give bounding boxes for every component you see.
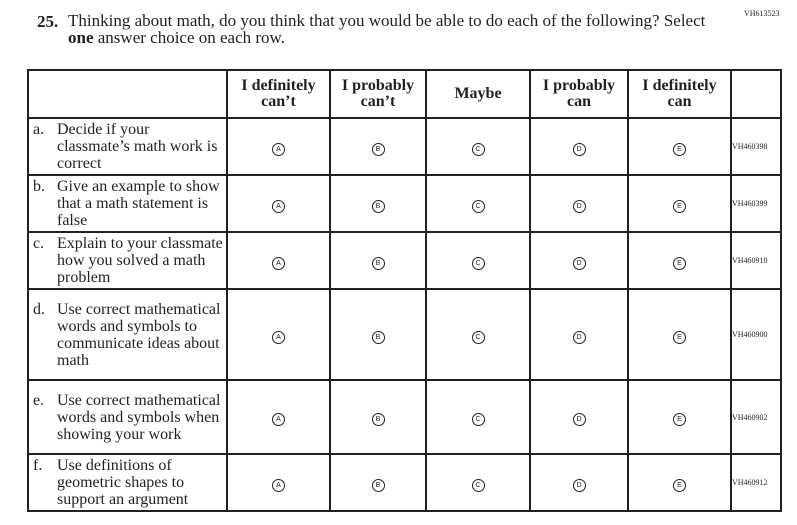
column-header-line: Maybe (454, 85, 502, 102)
option-cell[interactable] (628, 454, 731, 511)
column-header-line: can’t (360, 93, 396, 110)
statement-cell (28, 232, 227, 289)
option-cell[interactable] (330, 289, 426, 380)
column-header-line: I probably (341, 77, 415, 94)
column-header-line: can’t (261, 93, 296, 110)
answer-bubble[interactable]: B (372, 143, 385, 156)
table-row (28, 232, 781, 289)
answer-bubble[interactable]: D (573, 200, 586, 213)
answer-bubble[interactable]: B (372, 479, 385, 492)
statement (29, 392, 226, 443)
row-code: VH460398 (731, 118, 781, 175)
answer-bubble[interactable]: A (272, 143, 285, 156)
option-cell[interactable] (628, 380, 731, 454)
row-code: VH460902 (731, 380, 781, 454)
option-cell[interactable] (426, 289, 530, 380)
option-cell[interactable] (227, 380, 330, 454)
answer-bubble[interactable]: B (372, 200, 385, 213)
grid-body (28, 118, 781, 511)
option-cell[interactable] (426, 175, 530, 232)
option-cell[interactable] (426, 454, 530, 511)
answer-bubble[interactable]: E (673, 257, 686, 270)
statement-letter: b. (33, 178, 45, 195)
row-code: VH460399 (731, 175, 781, 232)
option-cell[interactable] (628, 118, 731, 175)
item-code: VH613523 (744, 9, 780, 18)
statement-text: Use definitions of geometric shapes to support an argument (57, 457, 189, 508)
option-cell[interactable] (530, 454, 628, 511)
question-number: 25. (37, 12, 59, 31)
answer-bubble[interactable]: B (372, 331, 385, 344)
answer-bubble[interactable]: A (272, 479, 285, 492)
answer-bubble[interactable]: D (573, 331, 586, 344)
answer-bubble[interactable]: A (272, 257, 285, 270)
statement-letter: d. (33, 300, 45, 318)
row-code: VH460900 (731, 289, 781, 380)
option-cell[interactable] (628, 289, 731, 380)
statement-letter: c. (33, 235, 45, 252)
option-cell[interactable] (530, 289, 628, 380)
option-cell[interactable] (227, 454, 330, 511)
option-cell[interactable] (330, 232, 426, 289)
row-code: VH460912 (731, 454, 781, 511)
statement (29, 235, 226, 286)
statement-text: Decide if your classmate’s math work is correct (57, 121, 218, 172)
question-text-part: Thinking about math, do you think that you would be able to do each of the following? Select (68, 11, 706, 30)
row-code: VH460910 (731, 232, 781, 289)
option-cell[interactable] (227, 175, 330, 232)
table-row (28, 454, 781, 511)
statement-text: Give an example to show that a math statement is false (57, 178, 220, 229)
statement-text: Explain to your classmate how you solved a math problem (57, 235, 223, 286)
statement-header (28, 70, 227, 118)
answer-bubble[interactable]: A (272, 331, 285, 344)
answer-bubble[interactable]: A (272, 200, 285, 213)
table-row (28, 380, 781, 454)
table-row (28, 175, 781, 232)
header-row (28, 70, 781, 118)
column-header (530, 70, 628, 118)
answer-bubble[interactable]: D (573, 143, 586, 156)
statement-letter: a. (33, 121, 45, 138)
statement-letter: f. (33, 457, 43, 474)
option-cell[interactable] (227, 289, 330, 380)
column-header-line: I definitely (642, 77, 717, 94)
answer-bubble[interactable]: C (472, 479, 485, 492)
option-cell[interactable] (530, 175, 628, 232)
option-cell[interactable] (530, 118, 628, 175)
statement-cell (28, 289, 227, 380)
column-header (330, 70, 426, 118)
column-header-line: I definitely (241, 77, 316, 94)
statement-text: Use correct mathematical words and symbols when showing your work (57, 391, 221, 443)
option-cell[interactable] (330, 380, 426, 454)
answer-bubble[interactable]: C (472, 143, 485, 156)
answer-bubble[interactable]: A (272, 413, 285, 426)
option-cell[interactable] (330, 175, 426, 232)
answer-bubble[interactable]: B (372, 413, 385, 426)
answer-bubble[interactable]: C (472, 331, 485, 344)
column-header (628, 70, 731, 118)
option-cell[interactable] (227, 232, 330, 289)
statement (29, 301, 226, 369)
option-cell[interactable] (330, 118, 426, 175)
option-cell[interactable] (426, 380, 530, 454)
column-header-line: can (667, 93, 692, 110)
question-text-emphasis: one (68, 28, 94, 47)
statement-text: Use correct mathematical words and symbols to communicate ideas about math (57, 300, 221, 369)
option-cell[interactable] (530, 232, 628, 289)
option-cell[interactable] (628, 175, 731, 232)
answer-bubble[interactable]: E (673, 143, 686, 156)
column-header (426, 70, 530, 118)
answer-grid (27, 69, 782, 512)
option-cell[interactable] (530, 380, 628, 454)
answer-bubble[interactable]: D (573, 413, 586, 426)
answer-bubble[interactable]: C (472, 413, 485, 426)
statement (29, 178, 226, 229)
statement (29, 121, 226, 172)
answer-bubble[interactable]: E (673, 200, 686, 213)
statement-cell (28, 454, 227, 511)
option-cell[interactable] (426, 232, 530, 289)
answer-bubble[interactable]: D (573, 479, 586, 492)
question-text-part: answer choice on each row. (93, 28, 285, 47)
answer-bubble[interactable]: D (573, 257, 586, 270)
question-text (68, 12, 708, 46)
answer-bubble[interactable]: E (673, 331, 686, 344)
table-row (28, 118, 781, 175)
column-header-line: can (567, 93, 591, 110)
statement-cell (28, 380, 227, 454)
statement (29, 457, 226, 508)
answer-bubble[interactable]: B (372, 257, 385, 270)
option-cell[interactable] (330, 454, 426, 511)
answer-bubble[interactable]: C (472, 200, 485, 213)
statement-letter: e. (33, 391, 45, 409)
table-row (28, 289, 781, 380)
column-header (227, 70, 330, 118)
option-cell[interactable] (227, 118, 330, 175)
option-cell[interactable] (426, 118, 530, 175)
option-cell[interactable] (628, 232, 731, 289)
statement-cell (28, 118, 227, 175)
answer-bubble[interactable]: E (673, 479, 686, 492)
code-header (731, 70, 781, 118)
answer-bubble[interactable]: E (673, 413, 686, 426)
statement-cell (28, 175, 227, 232)
answer-bubble[interactable]: C (472, 257, 485, 270)
column-header-line: I probably (542, 77, 616, 94)
